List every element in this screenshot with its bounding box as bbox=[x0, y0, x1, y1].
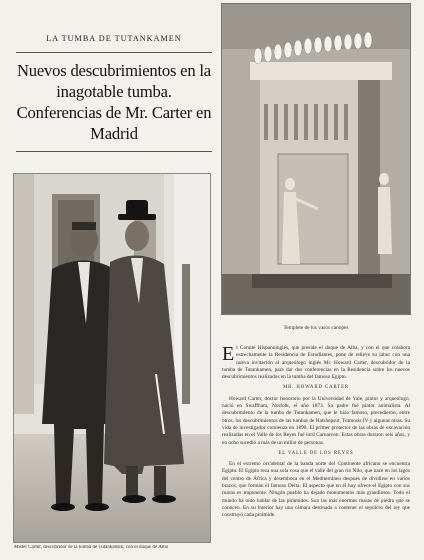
article-body bbox=[222, 345, 410, 523]
valley-paragraph: En el extremo occidental de la banda norte del Continente africano se encuentra Egipto. El Egipto reza una sola cosa que el valle del gran río Nilo, que nace en los lagos del centro de África y desemboca en el Mediterráneo después de dividirse en varios brazos, que forman el famoso Delta. El aspecto que en él hoy ofrece el Egipto con sus ruinas es imponente. Ningún pueblo ha dejado monumentos más grandiosos. Todo el mundo ha oído hablar de las pirámides. Son las más enormes masas de piedra que se conocen. En su interior hay una cámara destinada a contener el sepulcro del rey que construyó cada pirámide. bbox=[222, 461, 410, 519]
photo-right-caption: Templete de los vasos canopes bbox=[283, 325, 349, 331]
section-heading-valley: EL VALLE DE LOS REYES bbox=[278, 450, 354, 456]
intro-paragraph bbox=[222, 345, 410, 381]
rule-top bbox=[16, 52, 212, 53]
section-kicker: LA TUMBA DE TUTANKAMEN bbox=[46, 34, 182, 43]
page-headline: Nuevos descubrimientos en la inagotable tumba. Conferencias de Mr. Carter en Madrid bbox=[16, 61, 212, 143]
carter-paragraph: Howard Carter, doctor honorario por la Universidad de Yale, pintor y arqueólogo, nació en Swaffham, Norfolk, el año 1873. Su padre fué pintor animalista. Al descubrimiento de la tumba de Tutankamen, que le hizo famoso, precedieron, entre otros, los descubrimientos de las tumbas de Hatshepsut, Tutmosis IV y algunas otras. Su vida de investigador comienza en 1890. El primer protector de las obras de excavación realizadas en el Valle de los Reyes fué lord Carnarvon. Estas obras duraron seis años, y en ocho sucedió a más de un millar de personas. bbox=[222, 395, 410, 446]
section-heading-carter: MR. HOWARD CARTER bbox=[282, 385, 350, 391]
drop-cap: E bbox=[222, 343, 235, 365]
rule-bottom bbox=[16, 151, 212, 152]
photo-canopic-shrine bbox=[222, 4, 410, 314]
intro-text: l Comité Hispanoinglés, que preside el duque de Alba, y con el que colabora estrechamente la Residencia de Estudiantes, pone de relieve su labor con una nueva invitación al arqueólogo inglés Mr. Howard Carter, descubridor de la tumba de Tutankamen, para dar dos conferencias en la Residencia sobre los nuevos descubrimientos realizados en la tumba del famoso Egipto. bbox=[222, 345, 410, 381]
photo-carter-and-duke bbox=[14, 174, 210, 542]
photo-left-caption: Mister Carter, descubridor de la tumba de Tutankamen, con el duque de Alba bbox=[14, 545, 168, 550]
